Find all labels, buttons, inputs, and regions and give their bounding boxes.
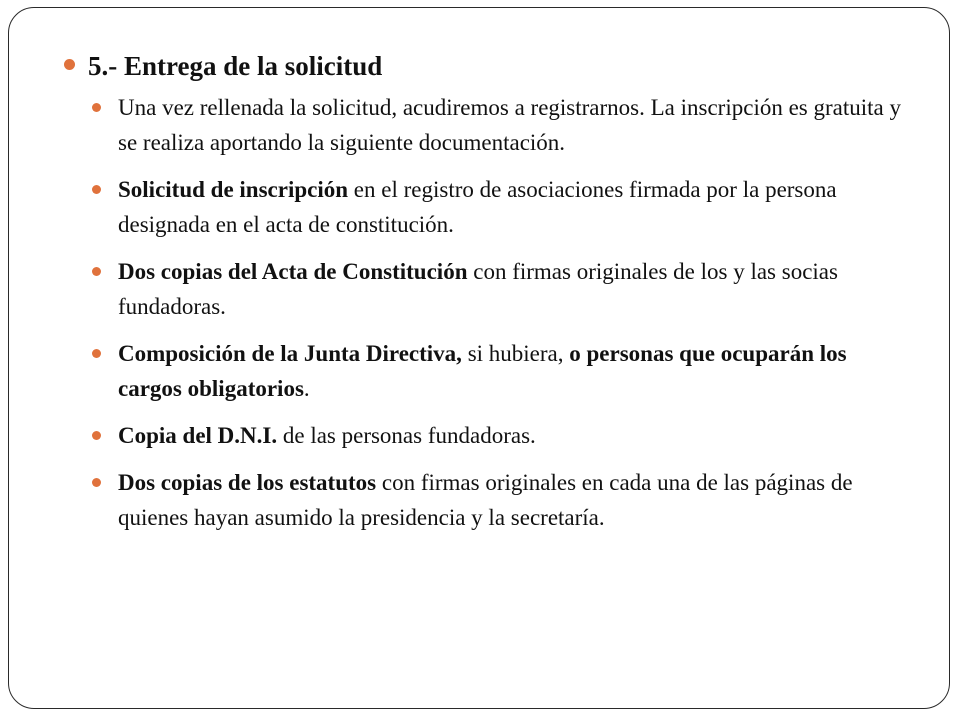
bullet-dot-icon: [92, 349, 101, 358]
bullet-list: [64, 90, 904, 535]
item-text-2: .: [303, 376, 310, 401]
item-text: con firmas originales de los y las socias fundadoras.: [118, 259, 838, 319]
list-item-acta: [64, 254, 904, 324]
section-heading: [64, 46, 904, 86]
item-bold-text: Composición de la Junta Directiva,: [118, 341, 462, 366]
item-text: en el registro de asociaciones firmada por la persona designada en el acta de constitución.: [118, 177, 837, 237]
list-item-estatutos: [64, 465, 904, 535]
item-bold-text-2: o personas que ocuparán los cargos obligatorios: [118, 341, 847, 401]
item-bold-text: Dos copias de los estatutos: [118, 470, 377, 495]
bullet-dot-icon: [92, 478, 101, 487]
bullet-dot-icon: [92, 431, 101, 440]
bullet-dot-icon: [92, 267, 101, 276]
list-item-junta: [64, 336, 904, 406]
heading-text: 5.- Entrega de la solicitud: [88, 51, 383, 81]
bullet-dot-icon: [92, 103, 101, 112]
item-text: si hubiera,: [461, 341, 570, 366]
item-bold-text: Copia del D.N.I.: [118, 423, 278, 448]
item-bold-text: Dos copias del Acta de Constitución: [118, 259, 468, 284]
slide-content: [64, 46, 904, 547]
list-item-dni: [64, 418, 904, 453]
item-text: de las personas fundadoras.: [277, 423, 536, 448]
bullet-dot-icon: [64, 59, 75, 70]
bullet-dot-icon: [92, 185, 101, 194]
item-text: con firmas originales en cada una de las páginas de quienes hayan asumido la presidencia y la secretaría.: [118, 470, 853, 530]
list-item-intro: [64, 90, 904, 160]
item-bold-text: Solicitud de inscripción: [118, 177, 349, 202]
item-text: Una vez rellenada la solicitud, acudiremos a registrarnos. La inscripción es gratuita y se realiza aportando la siguiente documentación.: [118, 95, 901, 155]
list-item-solicitud: [64, 172, 904, 242]
